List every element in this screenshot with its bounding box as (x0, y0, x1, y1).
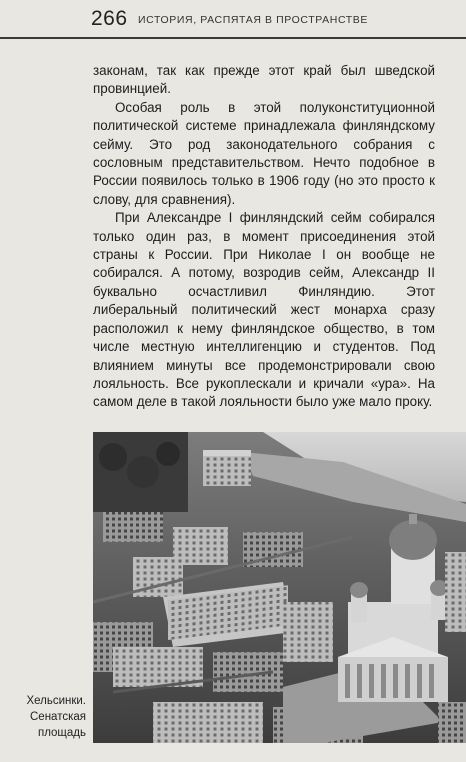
paragraph: При Александре I финляндский сейм собирался только один раз, в момент присоединения этой страны к России. При Николае I он вообще не собирался. А потому, возродив сейм, Александр II буквально осчастливил Финляндию. Этот либеральный политический жест монарха сразу расположил к нему финляндское общество, в том числе местную интеллигенцию и студентов. Под влиянием минуты все продемонстрировали свою лояльность. Все рукоплескали и кричали «ура». На самом деле в такой лояльности было уже мало проку. (93, 210, 435, 410)
running-title: ИСТОРИЯ, РАСПЯТАЯ В ПРОСТРАНСТВЕ (138, 14, 369, 26)
caption-line: Хельсинки. (26, 695, 86, 707)
helsinki-senate-square-photo (93, 432, 466, 743)
paragraph: законам, так как прежде этот край был шведской провинцией. (93, 63, 435, 97)
body-text (93, 62, 435, 412)
paragraph: Особая роль в этой полуконституционной политической системе принадлежала финляндскому сейму. Это род законодательного собрания с сословным представительством. Нечто подобное в России появилось только в 1906 году (но это просто к слову, для сравнения). (93, 99, 435, 207)
photo-caption (0, 693, 86, 741)
page-number: 266 (91, 7, 128, 30)
caption-line: Сенатская (30, 711, 86, 723)
page-header (0, 0, 466, 40)
caption-line: площадь (37, 727, 86, 739)
header-rule (0, 37, 466, 39)
